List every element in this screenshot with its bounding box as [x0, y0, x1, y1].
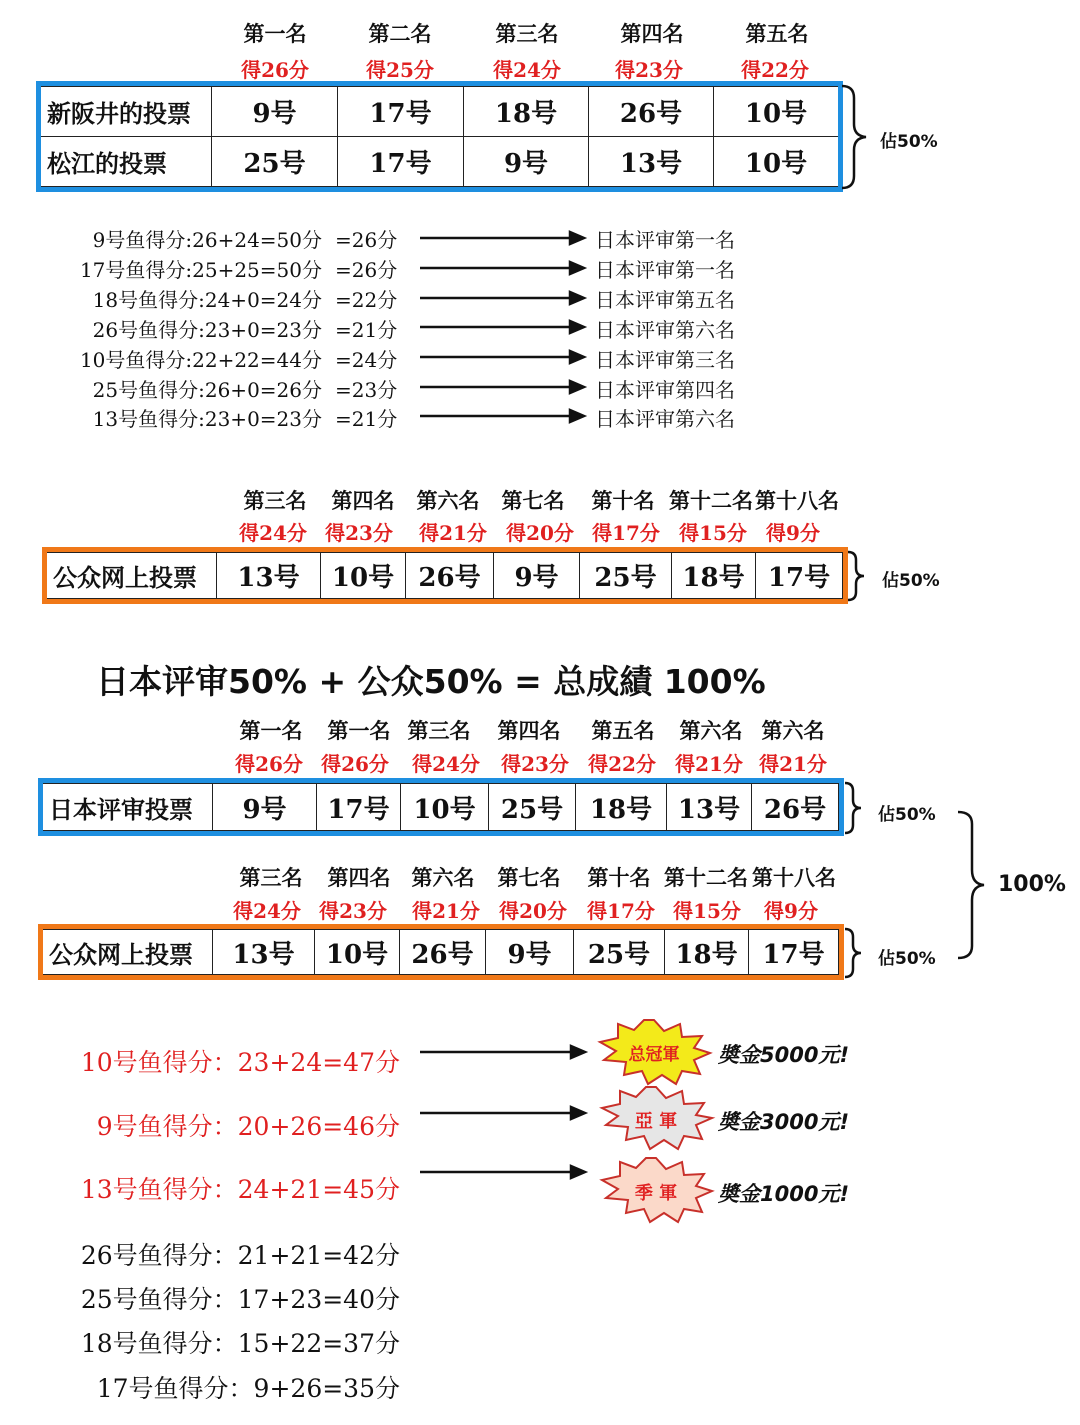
points-label: 得25分 [366, 58, 434, 82]
points-label: 得17分 [587, 899, 655, 923]
rank-text: 日本评审第一名 [595, 228, 735, 252]
rank-header: 第十名 [591, 488, 655, 513]
rank-header: 第十二名 [669, 488, 753, 513]
fish-cell: 25号 [489, 784, 576, 831]
score-text: =26分 [335, 258, 398, 282]
rank-header: 第一名 [327, 718, 391, 743]
prize-text: 奬金5000元! [718, 1043, 850, 1067]
fish-cell: 26号 [752, 784, 839, 831]
rank-header: 第三名 [239, 865, 303, 890]
prize-text: 奬金3000元! [718, 1110, 850, 1134]
points-label: 得21分 [412, 899, 480, 923]
rank-header: 第四名 [327, 865, 391, 890]
fish-cell: 26号 [406, 553, 494, 599]
rank-text: 日本评审第一名 [595, 258, 735, 282]
row-label: 公众网上投票 [43, 930, 213, 975]
row-label: 公众网上投票 [47, 553, 217, 599]
fish-cell: 10号 [401, 784, 489, 831]
share-label: 佔50% [880, 132, 938, 152]
points-label: 得24分 [233, 899, 301, 923]
rank-text: 日本评审第三名 [595, 348, 735, 372]
rank-header: 第三名 [243, 488, 307, 513]
fish-cell: 17号 [338, 87, 464, 137]
rank-header: 第六名 [679, 718, 743, 743]
list-item: 17号鱼得分：9+26=35分 [96, 1374, 400, 1403]
rank-header: 第五名 [745, 21, 809, 46]
points-label: 得23分 [615, 58, 683, 82]
rank-header: 第四名 [331, 488, 395, 513]
row-label: 日本评审投票 [43, 784, 213, 831]
formula-text: 25号鱼得分:26+0=26分 [92, 378, 322, 402]
fish-cell: 13号 [213, 930, 315, 975]
rank-header: 第七名 [501, 488, 565, 513]
fish-cell: 13号 [217, 553, 321, 599]
rank-text: 日本评审第四名 [595, 378, 735, 402]
score-text: =24分 [335, 348, 398, 372]
rank-header: 第六名 [416, 488, 480, 513]
total-formula-title: 日本评审50% + 公众50% = 总成績 100% [96, 662, 766, 701]
rank-header: 第二名 [368, 21, 432, 46]
rank-header: 第六名 [411, 865, 475, 890]
rank-header: 第六名 [761, 718, 825, 743]
badge-text: 亞 軍 [634, 1111, 678, 1132]
fish-cell: 9号 [494, 553, 580, 599]
points-label: 得26分 [241, 58, 309, 82]
score-text: =22分 [335, 288, 398, 312]
badge-text: 总冠軍 [628, 1045, 680, 1065]
formula-text: 26号鱼得分:23+0=23分 [92, 318, 322, 342]
row-label: 松江的投票 [41, 137, 212, 187]
points-label: 得24分 [412, 752, 480, 776]
rank-header: 第一名 [239, 718, 303, 743]
rank-header: 第三名 [495, 21, 559, 46]
list-item: 25号鱼得分：17+23=40分 [80, 1285, 400, 1314]
points-label: 得9分 [766, 521, 820, 545]
fish-cell: 9号 [213, 784, 317, 831]
points-label: 得21分 [759, 752, 827, 776]
rank-header: 第三名 [407, 718, 471, 743]
rank-text: 日本评审第六名 [595, 407, 735, 431]
fish-cell: 17号 [749, 930, 839, 975]
rank-header: 第四名 [620, 21, 684, 46]
points-label: 得23分 [325, 521, 393, 545]
fish-cell: 13号 [589, 137, 714, 187]
points-label: 得20分 [506, 521, 574, 545]
score-text: =26分 [335, 228, 398, 252]
rank-header: 第十二名 [664, 865, 748, 890]
rank-header: 第十名 [587, 865, 651, 890]
fish-cell: 10号 [321, 553, 406, 599]
fish-cell: 9号 [212, 87, 338, 137]
rank-text: 日本评审第五名 [595, 288, 735, 312]
score-text: =21分 [335, 318, 398, 342]
fish-cell: 26号 [589, 87, 714, 137]
formula-text: 18号鱼得分:24+0=24分 [92, 288, 322, 312]
points-label: 得9分 [764, 899, 818, 923]
points-label: 得21分 [419, 521, 487, 545]
formula-text: 17号鱼得分:25+25=50分 [79, 258, 322, 282]
fish-cell: 17号 [756, 553, 843, 599]
winner-score: 10号鱼得分：23+24=47分 [80, 1048, 400, 1077]
rank-header: 第十八名 [755, 488, 839, 513]
points-label: 得15分 [673, 899, 741, 923]
points-label: 得26分 [321, 752, 389, 776]
rank-header: 第七名 [497, 865, 561, 890]
list-item: 26号鱼得分：21+21=42分 [80, 1241, 400, 1270]
fish-cell: 10号 [714, 137, 839, 187]
points-label: 得21分 [675, 752, 743, 776]
fish-cell: 17号 [317, 784, 401, 831]
share-label: 佔50% [882, 571, 940, 591]
points-label: 得22分 [588, 752, 656, 776]
rank-header: 第四名 [497, 718, 561, 743]
points-label: 得15分 [679, 521, 747, 545]
fish-cell: 9号 [464, 137, 589, 187]
points-label: 得20分 [499, 899, 567, 923]
total-label: 100% [998, 872, 1066, 897]
fish-cell: 9号 [486, 930, 574, 975]
points-label: 得23分 [319, 899, 387, 923]
rank-header: 第一名 [243, 21, 307, 46]
list-item: 18号鱼得分：15+22=37分 [80, 1329, 400, 1358]
points-label: 得23分 [501, 752, 569, 776]
fish-cell: 25号 [212, 137, 338, 187]
rank-text: 日本评审第六名 [595, 318, 735, 342]
fish-cell: 18号 [576, 784, 667, 831]
fish-cell: 25号 [574, 930, 665, 975]
fish-cell: 26号 [400, 930, 486, 975]
fish-cell: 25号 [580, 553, 672, 599]
points-label: 得24分 [493, 58, 561, 82]
fish-cell: 10号 [315, 930, 400, 975]
share-label: 佔50% [878, 805, 936, 825]
fish-cell: 18号 [464, 87, 589, 137]
fish-cell: 13号 [667, 784, 752, 831]
formula-text: 10号鱼得分:22+22=44分 [79, 348, 322, 372]
fish-cell: 18号 [672, 553, 756, 599]
winner-score: 9号鱼得分：20+26=46分 [96, 1112, 400, 1141]
formula-text: 13号鱼得分:23+0=23分 [92, 407, 322, 431]
fish-cell: 17号 [338, 137, 464, 187]
points-label: 得26分 [235, 752, 303, 776]
prize-text: 奬金1000元! [718, 1182, 850, 1206]
points-label: 得22分 [741, 58, 809, 82]
score-text: =23分 [335, 378, 398, 402]
formula-text: 9号鱼得分:26+24=50分 [92, 228, 322, 252]
fish-cell: 18号 [665, 930, 749, 975]
row-label: 新阪井的投票 [41, 87, 212, 137]
fish-cell: 10号 [714, 87, 839, 137]
points-label: 得17分 [592, 521, 660, 545]
badge-text: 季 軍 [634, 1183, 678, 1204]
rank-header: 第五名 [591, 718, 655, 743]
score-text: =21分 [335, 407, 398, 431]
share-label: 佔50% [878, 949, 936, 969]
points-label: 得24分 [239, 521, 307, 545]
rank-header: 第十八名 [752, 865, 836, 890]
winner-score: 13号鱼得分：24+21=45分 [80, 1175, 400, 1204]
